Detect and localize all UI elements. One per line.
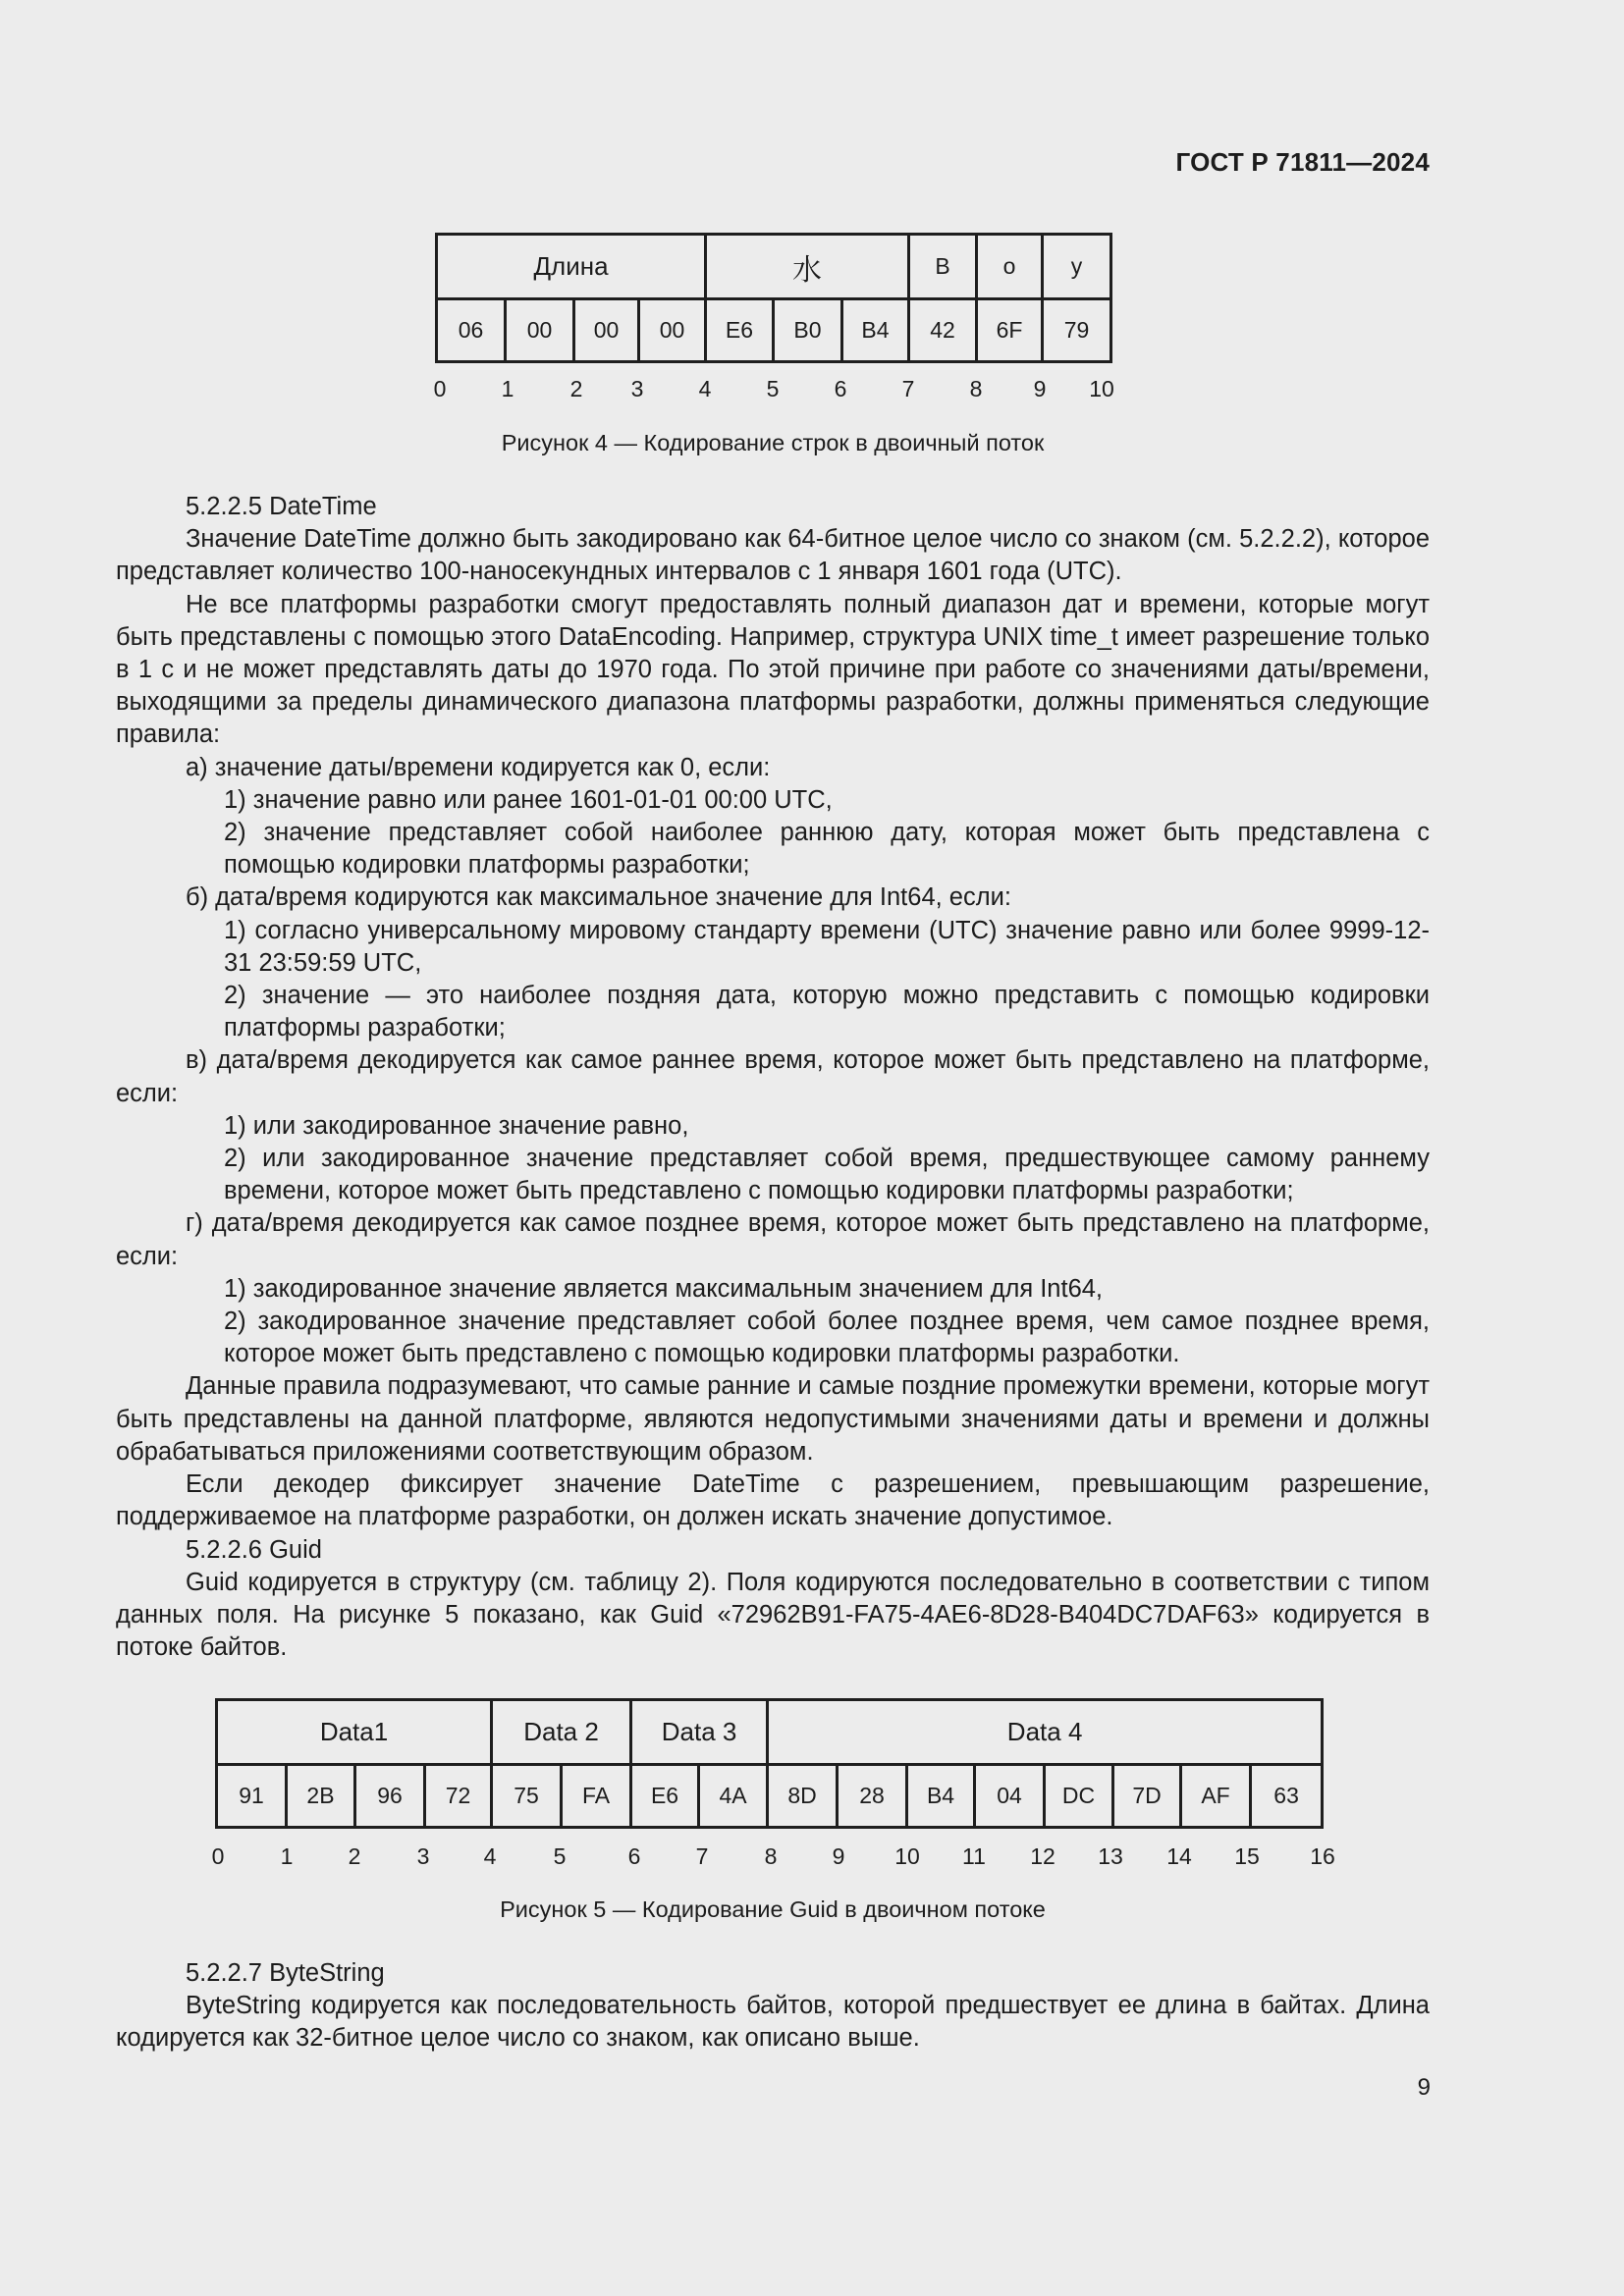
byte-cell: 75 [492,1765,562,1828]
byte-cell: 04 [975,1765,1045,1828]
page-number: 9 [1417,2074,1431,2101]
offset-tick: 10 [1089,376,1114,401]
body-text-main [116,491,1430,1664]
byte-cell: 00 [506,299,574,362]
rule-b-item-2: 2) значение — это наиболее поздняя дата, которую можно представить с помощью кодировки платформы разработки; [224,982,1430,1042]
byte-cell: FA [562,1765,631,1828]
rule-g-item-2: 2) закодированное значение представляет собой более позднее время, чем самое позднее время, которое может быть представлено с помощью кодировки платформы разработки. [224,1308,1430,1368]
offset-tick: 15 [1234,1843,1260,1869]
byte-cell: 8D [768,1765,838,1828]
offset-tick: 5 [553,1843,567,1869]
data3-header-cell: Data 3 [631,1700,768,1765]
offset-tick: 16 [1310,1843,1335,1869]
offset-tick: 5 [766,376,780,401]
figure-5-byte-table [215,1698,1324,1829]
datetime-paragraph-4: Если декодер фиксирует значение DateTime с разрешением, превышающим разрешение, поддерживаемое на платформе разработки, он должен искать значение допустимое. [116,1470,1430,1531]
body-text-bytestring [116,1957,1430,2056]
section-heading-bytestring: 5.2.2.7 ByteString [186,1959,385,1987]
offset-tick: 12 [1030,1843,1056,1869]
byte-cell: B4 [842,299,909,362]
char-b-header-cell: B [909,235,977,299]
rule-v-item-1: 1) или закодированное значение равно, [224,1111,689,1140]
offset-tick: 0 [211,1843,225,1869]
byte-cell: 00 [639,299,706,362]
byte-cell: B4 [907,1765,975,1828]
rule-a: а) значение даты/времени кодируется как 0, если: [186,753,771,781]
figure-4-byte-table [435,233,1112,363]
byte-cell: 00 [574,299,639,362]
figure-5-guid-encoding [211,1698,1335,1873]
section-heading-guid: 5.2.2.6 Guid [186,1535,322,1564]
byte-cell: 96 [355,1765,425,1828]
rule-b: б) дата/время кодируются как максимальное значение для Int64, если: [186,883,1011,912]
byte-cell: 72 [425,1765,492,1828]
datetime-paragraph-1: Значение DateTime должно быть закодировано как 64-битное целое число со знаком (см. 5.2.2.2), которое представляет количество 100-наносекундных интервалов с 1 января 1601 года (UTC). [116,525,1430,586]
byte-cell: 7D [1113,1765,1181,1828]
byte-cell: B0 [774,299,842,362]
offset-tick: 2 [569,376,583,401]
offset-tick: 6 [627,1843,641,1869]
offset-tick: 3 [630,376,644,401]
offset-tick: 8 [969,376,983,401]
rule-a-item-2: 2) значение представляет собой наиболее раннюю дату, которая может быть представлена с помощью кодировки платформы разработки; [224,819,1430,880]
section-heading-datetime: 5.2.2.5 DateTime [186,493,377,520]
data4-header-cell: Data 4 [768,1700,1323,1765]
offset-tick: 9 [1033,376,1047,401]
byte-cell: DC [1045,1765,1113,1828]
figure-4-caption: Рисунок 4 — Кодирование строк в двоичный поток [501,430,1045,455]
offset-tick: 1 [501,376,514,401]
rule-v-item-2: 2) или закодированное значение представляет собой время, предшествующее самому раннему времени, которое может быть представлено с помощью кодировки платформы разработки; [224,1145,1430,1205]
rule-v: в) дата/время декодируется как самое раннее время, которое может быть представлено на платформе, если: [116,1046,1430,1107]
figure-5-byte-offsets [211,1843,1335,1873]
byte-cell: E6 [631,1765,699,1828]
figure-5-caption: Рисунок 5 — Кодирование Guid в двоичном потоке [500,1896,1046,1922]
offset-tick: 7 [901,376,915,401]
offset-tick: 14 [1166,1843,1192,1869]
offset-tick: 2 [348,1843,361,1869]
offset-tick: 10 [894,1843,920,1869]
offset-tick: 1 [280,1843,294,1869]
bytestring-paragraph-1: ByteString кодируется как последовательность байтов, которой предшествует ее длина в байтах. Длина кодируется как 32-битное целое число со знаком, как описано выше. [116,1992,1430,2053]
byte-cell: 06 [437,299,506,362]
offset-tick: 13 [1098,1843,1123,1869]
offset-tick: 4 [483,1843,497,1869]
byte-cell: 42 [909,299,977,362]
char-y-header-cell: y [1043,235,1111,299]
document-header: ГОСТ Р 71811—2024 [1175,147,1430,177]
offset-tick: 0 [433,376,447,401]
byte-cell: AF [1181,1765,1251,1828]
char-o-header-cell: o [977,235,1043,299]
datetime-paragraph-3: Данные правила подразумевают, что самые ранние и самые поздние промежутки времени, которые могут быть представлены на данной платформе, являются недопустимыми значениями даты и времени и должны обрабатываться приложениями соответствующим образом. [116,1372,1430,1466]
offset-tick: 9 [832,1843,845,1869]
byte-cell: 28 [838,1765,907,1828]
data1-header-cell: Data1 [217,1700,492,1765]
rule-a-item-1: 1) значение равно или ранее 1601-01-01 00:00 UTC, [224,785,833,814]
byte-cell: E6 [706,299,774,362]
byte-cell: 91 [217,1765,287,1828]
byte-cell: 63 [1251,1765,1323,1828]
offset-tick: 6 [834,376,847,401]
byte-cell: 2B [287,1765,355,1828]
byte-cell: 6F [977,299,1043,362]
length-header-cell: Длина [437,235,706,299]
datetime-paragraph-2: Не все платформы разработки смогут предоставлять полный диапазон дат и времени, которые могут быть представлены с помощью этого DataEncoding. Например, структура UNIX time_t имеет разрешение только в 1 с и не может представлять даты до 1970 года. По этой причине при работе со значениями даты/времени, выходящими за пределы динамического диапазона платформы разработки, должны применяться следующие правила: [116,590,1430,749]
figure-4-string-encoding [435,233,1112,405]
offset-tick: 4 [698,376,712,401]
figure-4-byte-offsets [433,376,1114,405]
offset-tick: 11 [962,1843,986,1869]
byte-cell: 79 [1043,299,1111,362]
byte-cell: 4A [699,1765,768,1828]
offset-tick: 3 [416,1843,430,1869]
guid-paragraph-1: Guid кодируется в структуру (см. таблицу 2). Поля кодируются последовательно в соответствии с типом данных поля. На рисунке 5 показано, как Guid «72962B91-FA75-4AE6-8D28-B404DC7DAF63» кодируется в потоке байтов. [116,1568,1430,1662]
water-char-header-cell: 水 [706,235,909,299]
rule-g: г) дата/время декодируется как самое позднее время, которое может быть представлено на платформе, если: [116,1209,1430,1270]
data2-header-cell: Data 2 [492,1700,631,1765]
rule-b-item-1: 1) согласно универсальному мировому стандарту времени (UTC) значение равно или более 9999-12-31 23:59:59 UTC, [224,916,1430,977]
offset-tick: 7 [695,1843,709,1869]
offset-tick: 8 [764,1843,778,1869]
rule-g-item-1: 1) закодированное значение является максимальным значением для Int64, [224,1274,1104,1303]
